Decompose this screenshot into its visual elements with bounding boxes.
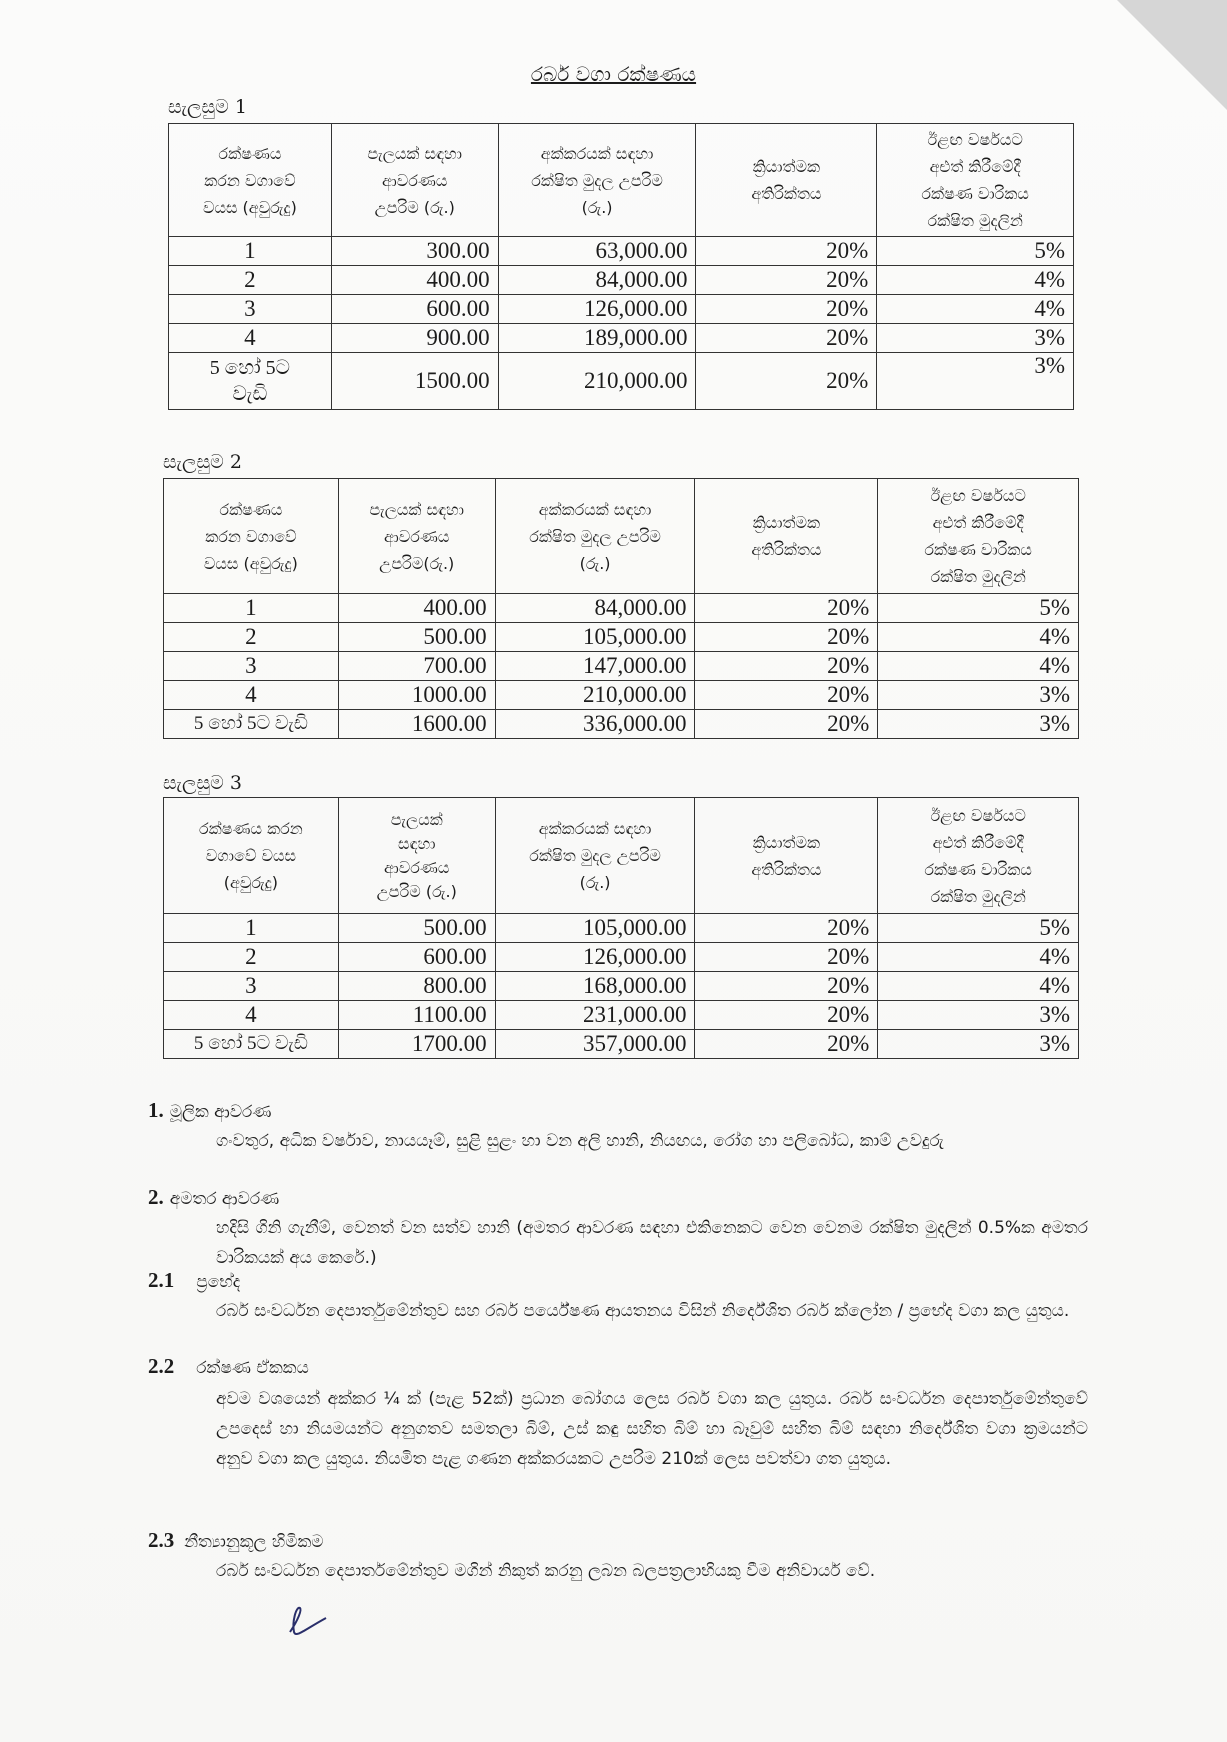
plan1-caption: සැලසුම 1 <box>168 96 247 118</box>
section-2-2-body: අවම වශයෙන් අක්කර ¼ ක් (පැළ 52ක්) ප්‍රධාන බෝගය ලෙස රබර් වගා කල යුතුය. රබර් සංවර්ධන දෙපාර්තුමේන්තුවේ උපදෙස් හා නියමයන්ට අනුගතව සමතලා බිම්, උස් කඳු සහිත බිම් හා බෑවුම් සහිත බිම් සඳහා නිර්දේශිත වගා ක්‍රමයන්ට අනුව වගා කල යුතුය. නියමිත පැළ ගණන අක්කරයකට උපරිම 210ක් ලෙස පවත්වා ගත යුතුය. <box>216 1389 1088 1469</box>
section-2-3-body: රබර් සංවර්ධන දෙපාර්තමේන්තුව මගින් නිකුත් කරනු ලබන බලපත්‍රලාභියකු වීම අනිවාර්ය වේ. <box>216 1561 876 1581</box>
table-row: 4 1100.00 231,000.00 20% 3% <box>164 1001 1079 1030</box>
header-age: රක්ෂණය කරන වගාවේ වයස (අවුරුදු) <box>164 798 339 914</box>
header-bonus: ක්‍රියාත්මක අතිරික්තය <box>695 479 878 594</box>
table-row: 1 300.00 63,000.00 20% 5% <box>169 237 1074 266</box>
table-row: 3 700.00 147,000.00 20% 4% <box>164 652 1079 681</box>
handwritten-initial-mark <box>280 1602 340 1642</box>
section-2-body: හදිසි ගිනි ගැනීම්, වෙනත් වන සත්ව හානි (අමතර ආවරණ සඳහා එකිනෙකට වෙන වෙනම රක්ෂිත මුදලින් 0.5%ක අමතර වාරිකයක් අය කෙරේ.) <box>216 1218 1088 1268</box>
table-row: 5 හෝ 5ට වැඩි 1700.00 357,000.00 20% 3% <box>164 1030 1079 1059</box>
section-1-heading: 1. මූලික ආවරණ <box>148 1098 272 1122</box>
table-row: 4 900.00 189,000.00 20% 3% <box>169 324 1074 353</box>
header-sum-insured: අක්කරයක් සඳහා රක්ෂිත මුදල උපරිම (රු.) <box>498 124 696 237</box>
header-cover: පැලයක් සඳහා ආවරණය උපරිම (රු.) <box>331 124 498 237</box>
table-row: 1 400.00 84,000.00 20% 5% <box>164 594 1079 623</box>
header-renewal-premium: ඊළඟ වර්ෂයට අළුත් කිරීමේදී රක්ෂණ වාරිකය රක්ෂිත මුදලින් <box>877 124 1074 237</box>
header-cover: පැලයක් සඳහා ආවරණය උපරිම (රු.) <box>338 798 495 914</box>
plan1-header-row <box>169 124 1074 237</box>
header-sum-insured: අක්කරයක් සඳහා රක්ෂිත මුදල උපරිම (රු.) <box>495 798 695 914</box>
plan3-caption: සැලසුම 3 <box>163 772 242 794</box>
table-row: 3 800.00 168,000.00 20% 4% <box>164 972 1079 1001</box>
table-row: 5 හෝ 5ට වැඩි 1600.00 336,000.00 20% 3% <box>164 710 1079 739</box>
header-cover: පැලයක් සඳහා ආවරණය උපරිම(රු.) <box>338 479 495 594</box>
plan1-table <box>168 123 1074 410</box>
header-renewal-premium: ඊළඟ වර්ෂයට අළුත් කිරීමේදී රක්ෂණ වාරිකය රක්ෂිත මුදලින් <box>878 798 1079 914</box>
section-2-2-heading: 2.2 රක්ෂණ ඒකකය <box>148 1354 309 1378</box>
header-age: රක්ෂණය කරන වගාවේ වයස (අවුරුදු) <box>169 124 332 237</box>
table-row: 3 600.00 126,000.00 20% 4% <box>169 295 1074 324</box>
plan3-table <box>163 797 1079 1059</box>
table-row: 2 600.00 126,000.00 20% 4% <box>164 943 1079 972</box>
header-age: රක්ෂණය කරන වගාවේ වයස (අවුරුදු) <box>164 479 339 594</box>
table-row: 5 හෝ 5ට වැඩි 1500.00 210,000.00 20% 3% <box>169 353 1074 410</box>
plan2-header-row <box>164 479 1079 594</box>
table-row: 2 400.00 84,000.00 20% 4% <box>169 266 1074 295</box>
plan2-caption: සැලසුම 2 <box>163 451 242 473</box>
header-renewal-premium: ඊළඟ වර්ෂයට අළුත් කිරීමේදී රක්ෂණ වාරිකය රක්ෂිත මුදලින් <box>878 479 1079 594</box>
age-label: 5 හෝ 5ට <box>209 357 291 379</box>
folded-corner <box>1117 0 1227 110</box>
section-2-1-heading: 2.1 ප්‍රභේද <box>148 1268 241 1292</box>
table-row: 4 1000.00 210,000.00 20% 3% <box>164 681 1079 710</box>
header-bonus: ක්‍රියාත්මක අතිරික්තය <box>695 798 878 914</box>
header-sum-insured: අක්කරයක් සඳහා රක්ෂිත මුදල උපරිම (රු.) <box>495 479 695 594</box>
age-label: වැඩි <box>232 383 268 405</box>
section-2-heading: 2. අමතර ආවරණ <box>148 1185 280 1209</box>
plan2-table <box>163 478 1079 739</box>
table-row: 2 500.00 105,000.00 20% 4% <box>164 623 1079 652</box>
table-row: 1 500.00 105,000.00 20% 5% <box>164 914 1079 943</box>
section-2-3-heading: 2.3 නීත්‍යානුකූල හිමිකම <box>148 1528 324 1552</box>
header-bonus: ක්‍රියාත්මක අතිරික්තය <box>696 124 877 237</box>
section-2-1-body: රබර් සංවර්ධන දෙපාර්තුමේන්තුව සහ රබර් පර්යේෂණ ආයතනය විසින් නිර්දේශිත රබර් ක්ලෝන / ප්‍රභේද වගා කල යුතුය. <box>216 1301 1070 1321</box>
plan3-header-row <box>164 798 1079 914</box>
section-1-body: ගංවතුර, අධික වර්ෂාව, නායයෑම්, සුළි සුළං හා වන අලි හානි, නියඟය, රෝග හා පලිබෝධ, කාම් උවදුරු <box>216 1131 944 1151</box>
page-title: රබර් වගා රක්ෂණය <box>530 62 697 86</box>
